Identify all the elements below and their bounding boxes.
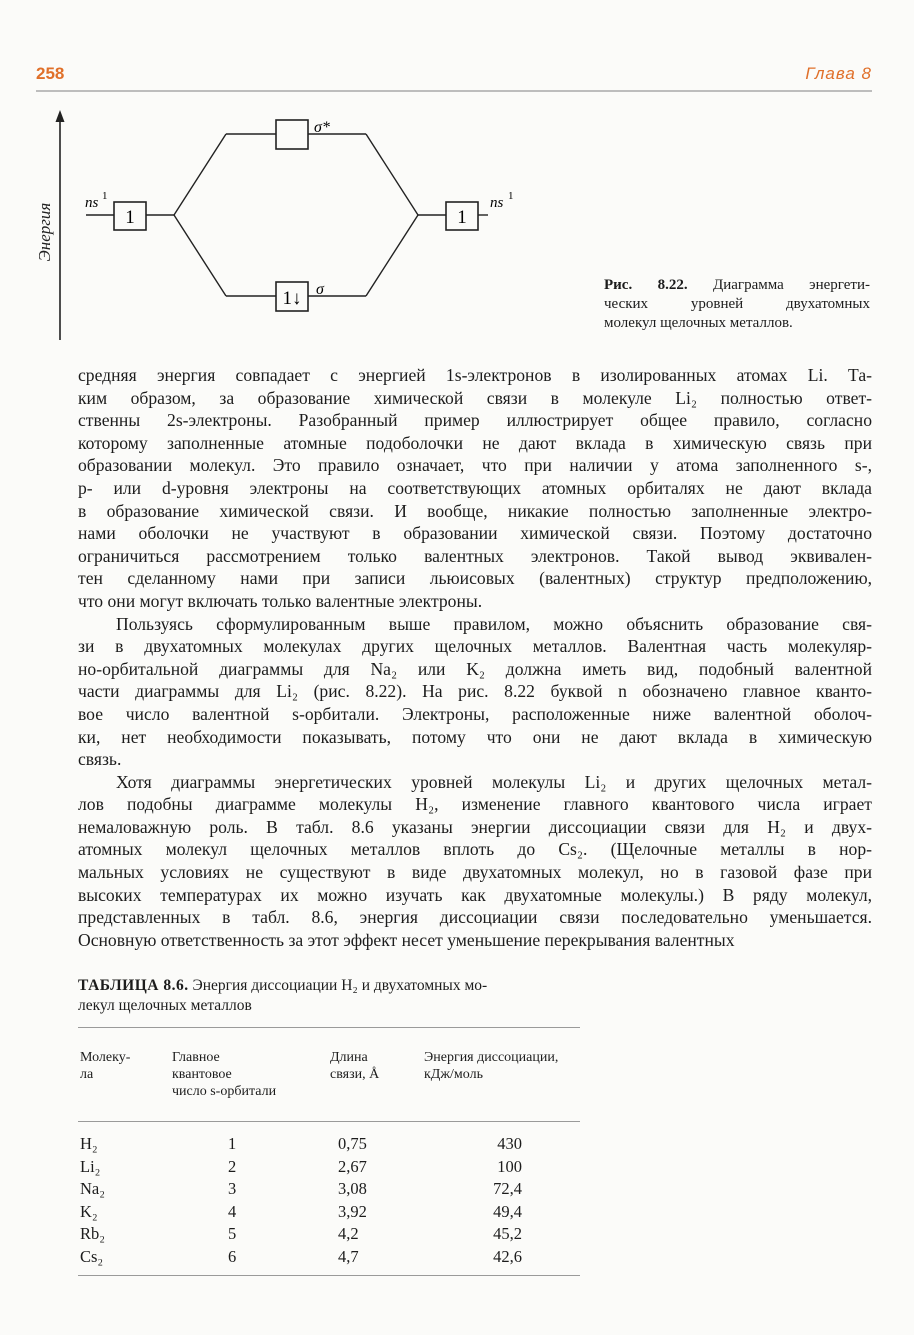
table-cell-n: 4 [228, 1201, 237, 1221]
table-header-rule [78, 1121, 580, 1122]
mo-energy-diagram [30, 104, 590, 348]
header-energy-1: Энергия диссоциации, [424, 1050, 559, 1065]
right-box-electron: 1 [457, 207, 467, 228]
right-level-sup: 1 [508, 190, 514, 202]
body-text [78, 364, 872, 951]
header-length-2: связи, Å [330, 1067, 380, 1082]
header-molecule-2: ла [80, 1067, 94, 1082]
table-cell-energy: 45,2 [493, 1224, 522, 1243]
sigma-label: σ [316, 281, 324, 298]
table-cell-energy: 49,4 [493, 1201, 522, 1221]
left-to-bonding-line [174, 215, 226, 296]
text-line: атомных молекул щелочных металлов вплоть до Cs₂. (Щелочные металлы в нор- [78, 839, 872, 860]
page-number: 258 [36, 64, 65, 83]
text-line: но-орбитальной диаграммы для Na₂ или K₂ должна иметь вид, подобный валентной [78, 658, 872, 679]
table-cell-energy: 100 [497, 1156, 522, 1176]
table-cell-length: 3,92 [338, 1201, 367, 1221]
table-cell-energy: 72,4 [493, 1179, 522, 1198]
text-line: ограничиться рассмотрением только валентных электронов. Такой вывод эквивален- [78, 545, 872, 566]
text-line: p- или d-уровня электроны на соответствующих атомных орбиталях не дают вклада [78, 477, 872, 498]
text-line: ки, нет необходимости показывать, потому что они не дают вклада в химическую [78, 726, 872, 747]
text-line: тен сделанному нами при записи льюисовых (валентных) структур предположению, [78, 568, 872, 589]
text-line: Пользуясь сформулированным выше правилом, можно объяснить образование свя- [116, 613, 872, 634]
text-line: что они могут включать только валентные электроны. [78, 590, 483, 611]
left-box-electron: 1 [125, 207, 135, 228]
table-cell-n: 3 [228, 1179, 237, 1198]
table-cell-n: 1 [228, 1134, 237, 1153]
sigma-star-label: σ* [314, 119, 330, 136]
text-line: немаловажную роль. В табл. 8.6 указаны энергии диссоциации связи для H₂ и двух- [78, 816, 872, 837]
table-cell-n: 6 [228, 1246, 237, 1266]
header-quantum-1: Главное [172, 1050, 220, 1065]
paragraph-3 [78, 771, 872, 952]
table-cell-length: 4,7 [338, 1246, 359, 1266]
table-cell-length: 2,67 [338, 1156, 367, 1176]
table-title-line-2: лекул щелочных металлов [78, 997, 252, 1014]
header-quantum-2: квантовое [172, 1067, 232, 1082]
bonding-box-electrons: 1↓ [282, 288, 302, 309]
table-title [78, 976, 578, 1016]
table-cell-molecule: Li₂ [80, 1156, 101, 1176]
table-cell-length: 4,2 [338, 1224, 359, 1243]
table-cell-molecule: Cs₂ [80, 1246, 104, 1266]
right-to-bonding-line [366, 215, 418, 296]
table-cell-n: 2 [228, 1156, 237, 1176]
right-level-label: ns [490, 195, 504, 211]
text-line: ким образом, за образование химической связи в молекуле Li₂ полностью ответ- [78, 387, 872, 408]
header-length-1: Длина [330, 1050, 368, 1065]
text-line: связь. [78, 749, 122, 770]
header-quantum-3: число s-орбитали [172, 1084, 277, 1099]
table-title-line-1: Энергия диссоциации H₂ и двухатомных мо- [192, 977, 488, 994]
table-cell-energy: 42,6 [493, 1246, 522, 1266]
text-line: представленных в табл. 8.6, энергия диссоциации связи последовательно уменьшается. [78, 907, 872, 928]
header-dissociation-energy [424, 1049, 558, 1083]
table-label: ТАБЛИЦА 8.6. [78, 977, 189, 994]
header-rule [36, 90, 872, 92]
table-cell-energy: 430 [497, 1134, 522, 1153]
energy-axis-label: Энергия [35, 202, 54, 262]
text-line: высоких температурах их можно изучать как двухатомные молекулы.) В ряду молекул, [78, 884, 872, 905]
text-line: зи в двухатомных молекулах других щелочных металлов. Валентная часть молекуляр- [78, 636, 872, 657]
paragraph-2 [78, 613, 872, 771]
text-line: части диаграммы для Li₂ (рис. 8.22). На рис. 8.22 буквой n обозначено главное кванто- [78, 681, 872, 702]
table-cell-length: 3,08 [338, 1179, 367, 1198]
text-line: ственны 2s-электроны. Разобранный пример иллюстрирует общее правило, согласно [78, 410, 872, 431]
text-line: Основную ответственность за этот эффект несет уменьшение перекрывания валентных [78, 929, 735, 950]
text-line: средняя энергия совпадает с энергией 1s-электронов в изолированных атомах Li. Та- [78, 365, 872, 385]
text-line: нами оболочки не участвуют в образовании химической связи. Поэтому достаточно [78, 523, 872, 544]
left-to-antibonding-line [174, 134, 226, 215]
text-line: вое число валентной s-орбитали. Электроны, расположенные ниже валентной оболоч- [78, 703, 872, 724]
paragraph-1 [78, 364, 872, 613]
energy-axis-arrow-icon [56, 110, 65, 122]
caption-label: Рис. 8.22. [604, 277, 688, 293]
caption-line-3: молекул щелочных металлов. [604, 315, 793, 331]
chapter-title: Глава 8 [805, 64, 872, 83]
table-cell-molecule: Na₂ [80, 1179, 105, 1198]
text-line: лов подобны диаграмме молекулы H₂, изменение главного квантового числа играет [78, 794, 872, 815]
header-quantum-number [172, 1049, 276, 1100]
running-head [36, 62, 872, 90]
table-cell-molecule: Rb₂ [80, 1224, 106, 1243]
text-line: мальных условиях не существуют в виде двухатомных молекул, но в газовой фазе при [78, 862, 872, 883]
table-top-rule [78, 1027, 580, 1028]
header-molecule-1: Молеку- [80, 1050, 131, 1065]
text-line: Хотя диаграммы энергетических уровней молекулы Li₂ и других щелочных метал- [116, 771, 872, 792]
header-bond-length [330, 1049, 379, 1083]
left-level-sup: 1 [102, 190, 108, 202]
table-cell-molecule: H₂ [80, 1134, 98, 1153]
caption-line-2: ческих уровней двухатомных [604, 296, 870, 312]
text-line: образовании молекул. Это правило означает, что при наличии у атома заполненного s-, [78, 455, 872, 476]
right-to-antibonding-line [366, 134, 418, 215]
figure-caption [604, 276, 870, 333]
table-bottom-rule [78, 1275, 580, 1276]
header-energy-2: кДж/моль [424, 1067, 483, 1082]
text-line: в образование химической связи. И вообще, никакие полностью заполненные электро- [78, 500, 872, 521]
header-molecule [80, 1049, 130, 1083]
table-cell-length: 0,75 [338, 1134, 367, 1153]
table-cell-n: 5 [228, 1224, 237, 1243]
text-line: которому заполненные атомные подоболочки не дают вклада в химическую связь при [78, 432, 872, 453]
table-cell-molecule: K₂ [80, 1201, 98, 1221]
caption-line-1: Диаграмма энергети- [713, 277, 870, 293]
left-level-label: ns [85, 195, 99, 211]
antibonding-orbital-box [276, 120, 308, 149]
